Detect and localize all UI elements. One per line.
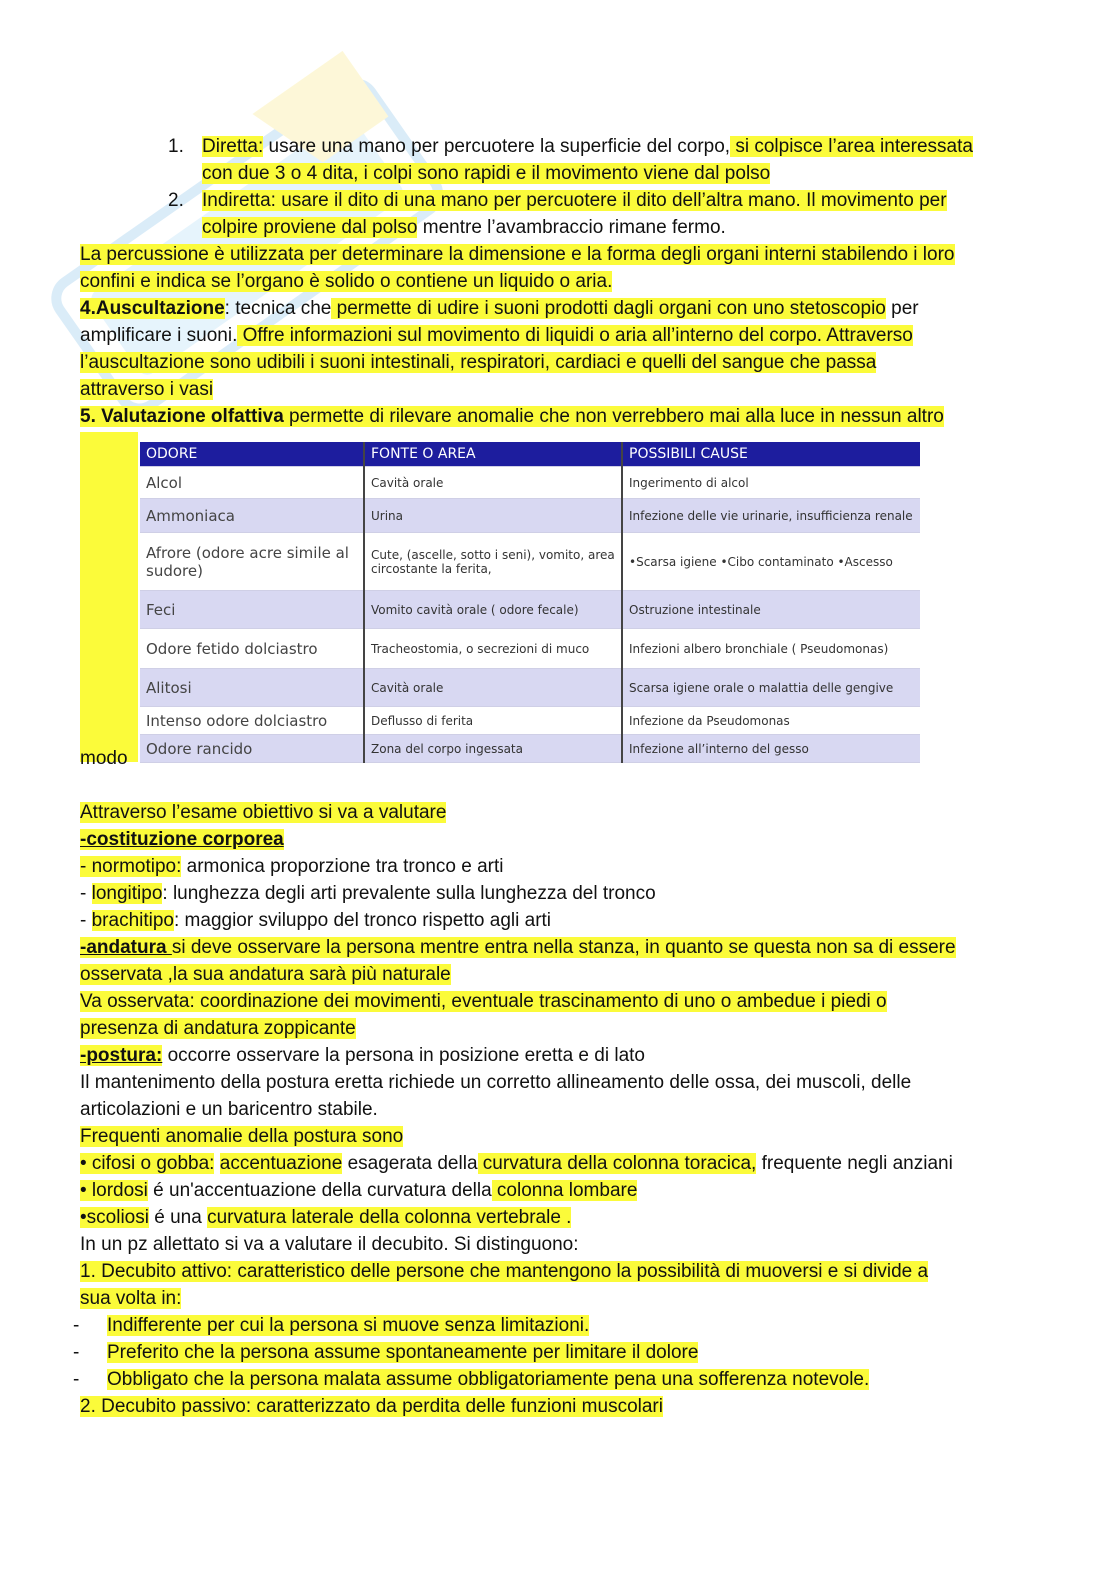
auscultazione-line3: l’auscultazione sono udibili i suoni intestinali, respiratori, cardiaci e quelli del sangue che passa — [80, 352, 877, 373]
brachitipo-line: - brachitipo: maggior sviluppo del tronco rispetto agli arti — [80, 910, 552, 931]
mantenimento-line1: Il mantenimento della postura eretta richiede un corretto allineamento delle ossa, dei muscoli, delle — [80, 1072, 912, 1093]
anomalie-line: Frequenti anomalie della postura sono — [80, 1126, 404, 1147]
list-item-diretta-cont: con due 3 o 4 dita, i colpi sono rapidi e il movimento viene dal polso — [202, 163, 771, 184]
lordosi-line: • lordosi é un'accentuazione della curvatura della colonna lombare — [80, 1180, 638, 1201]
decubito-indifferente: Indifferente per cui la persona si muove senza limitazioni. — [107, 1315, 590, 1336]
normotipo-line: - normotipo: armonica proporzione tra tronco e arti — [80, 856, 504, 877]
table-cell: Zona del corpo ingessata — [364, 735, 622, 763]
table-row — [140, 707, 920, 735]
table-cell: Alitosi — [140, 669, 364, 707]
olfattiva-line: 5. Valutazione olfattiva permette di rilevare anomalie che non verrebbero mai alla luce in nessun altro — [80, 406, 944, 427]
table-row — [140, 629, 920, 669]
list-number-2: 2. — [168, 190, 184, 211]
bullet-dash: - — [73, 1315, 80, 1336]
bullet-dash: - — [73, 1342, 80, 1363]
table-row — [140, 499, 920, 533]
longitipo-line: - longitipo: lunghezza degli arti prevalente sulla lunghezza del tronco — [80, 883, 656, 904]
table-row — [140, 591, 920, 629]
scoliosi-line: •scoliosi é una curvatura laterale della colonna vertebrale . — [80, 1207, 572, 1228]
list-item-diretta: Diretta: usare una mano per percuotere la superficie del corpo, si colpisce l’area interessata — [202, 136, 973, 157]
table-cell: Infezione delle vie urinarie, insufficienza renale — [622, 499, 920, 533]
table-header: FONTE O AREA — [364, 442, 622, 467]
table-cell: Odore rancido — [140, 735, 364, 763]
table-header: POSSIBILI CAUSE — [622, 442, 920, 467]
table-cell: Ingerimento di alcol — [622, 467, 920, 499]
decubito-attivo-line2: sua volta in: — [80, 1288, 182, 1309]
table-cell: Infezioni albero bronchiale ( Pseudomonas) — [622, 629, 920, 669]
andatura-heading: -andatura — [80, 937, 172, 958]
list-item-indiretta: Indiretta: usare il dito di una mano per percuotere il dito dell’altra mano. Il movimento per — [202, 190, 947, 211]
table-cell: Afrore (odore acre simile al sudore) — [140, 533, 364, 591]
auscultazione-heading: 4.Auscultazione — [80, 298, 225, 319]
table-cell: Vomito cavità orale ( odore fecale) — [364, 591, 622, 629]
table-cell: Infezione all’interno del gesso — [622, 735, 920, 763]
table-row — [140, 669, 920, 707]
postura-heading: -postura: — [80, 1045, 163, 1066]
costituzione-heading: -costituzione corporea — [80, 829, 284, 850]
bullet-dash: - — [73, 1369, 80, 1390]
olfattiva-heading: Valutazione olfattiva — [101, 406, 284, 427]
table-row — [140, 467, 920, 499]
table-row — [140, 533, 920, 591]
auscultazione-line1: 4.Auscultazione: tecnica che permette di udire i suoni prodotti dagli organi con uno stetoscopio per — [80, 298, 919, 319]
table-cell: Cavità orale — [364, 669, 622, 707]
table-cell: Alcol — [140, 467, 364, 499]
list-item-indiretta-cont: colpire proviene dal polso mentre l’avambraccio rimane fermo. — [202, 217, 726, 238]
cifosi-line: • cifosi o gobba: accentuazione esagerata della curvatura della colonna toracica, frequente negli anziani — [80, 1153, 953, 1174]
table-cell: Ammoniaca — [140, 499, 364, 533]
percussion-note-line1: La percussione è utilizzata per determinare la dimensione e la forma degli organi interni stabilendo i loro — [80, 244, 955, 265]
postura-line: -postura: occorre osservare la persona in posizione eretta e di lato — [80, 1045, 645, 1066]
table-row — [140, 735, 920, 763]
table-cell: Scarsa igiene orale o malattia delle gengive — [622, 669, 920, 707]
mantenimento-line2: articolazioni e un baricentro stabile. — [80, 1099, 378, 1120]
odor-table — [140, 442, 920, 763]
highlight-block — [80, 432, 138, 762]
table-header: ODORE — [140, 442, 364, 467]
andatura-line1: -andatura si deve osservare la persona mentre entra nella stanza, in quanto se questa non sa di essere — [80, 937, 956, 958]
decubito-intro: In un pz allettato si va a valutare il decubito. Si distinguono: — [80, 1234, 579, 1255]
table-cell: Tracheostomia, o secrezioni di muco — [364, 629, 622, 669]
table-cell: Feci — [140, 591, 364, 629]
decubito-preferito: Preferito che la persona assume spontaneamente per limitare il dolore — [107, 1342, 699, 1363]
esame-intro: Attraverso l’esame obiettivo si va a valutare — [80, 802, 447, 823]
andatura-line2: osservata ,la sua andatura sarà più naturale — [80, 964, 451, 985]
auscultazione-line2: amplificare i suoni. Offre informazioni sul movimento di liquidi o aria all’interno del corpo. Attraverso — [80, 325, 913, 346]
table-cell: Deflusso di ferita — [364, 707, 622, 735]
osservata-line2: presenza di andatura zoppicante — [80, 1018, 356, 1039]
table-cell: •Scarsa igiene •Cibo contaminato •Ascesso — [622, 533, 920, 591]
table-cell: Cute, (ascelle, sotto i seni), vomito, area circostante la ferita, — [364, 533, 622, 591]
list-number-1: 1. — [168, 136, 184, 157]
olfattiva-modo: modo — [80, 748, 128, 769]
table-cell: Infezione da Pseudomonas — [622, 707, 920, 735]
decubito-passivo: 2. Decubito passivo: caratterizzato da perdita delle funzioni muscolari — [80, 1396, 663, 1417]
table-cell: Ostruzione intestinale — [622, 591, 920, 629]
table-cell: Cavità orale — [364, 467, 622, 499]
table-cell: Odore fetido dolciastro — [140, 629, 364, 669]
decubito-obbligato: Obbligato che la persona malata assume obbligatoriamente pena una sofferenza notevole. — [107, 1369, 870, 1390]
table-cell: Urina — [364, 499, 622, 533]
decubito-attivo-line1: 1. Decubito attivo: caratteristico delle persone che mantengono la possibilità di muoversi e si divide a — [80, 1261, 929, 1282]
osservata-line1: Va osservata: coordinazione dei movimenti, eventuale trascinamento di uno o ambedue i piedi o — [80, 991, 887, 1012]
table-cell: Intenso odore dolciastro — [140, 707, 364, 735]
auscultazione-line4: attraverso i vasi — [80, 379, 214, 400]
percussion-note-line2: confini e indica se l’organo è solido o contiene un liquido o aria. — [80, 271, 613, 292]
